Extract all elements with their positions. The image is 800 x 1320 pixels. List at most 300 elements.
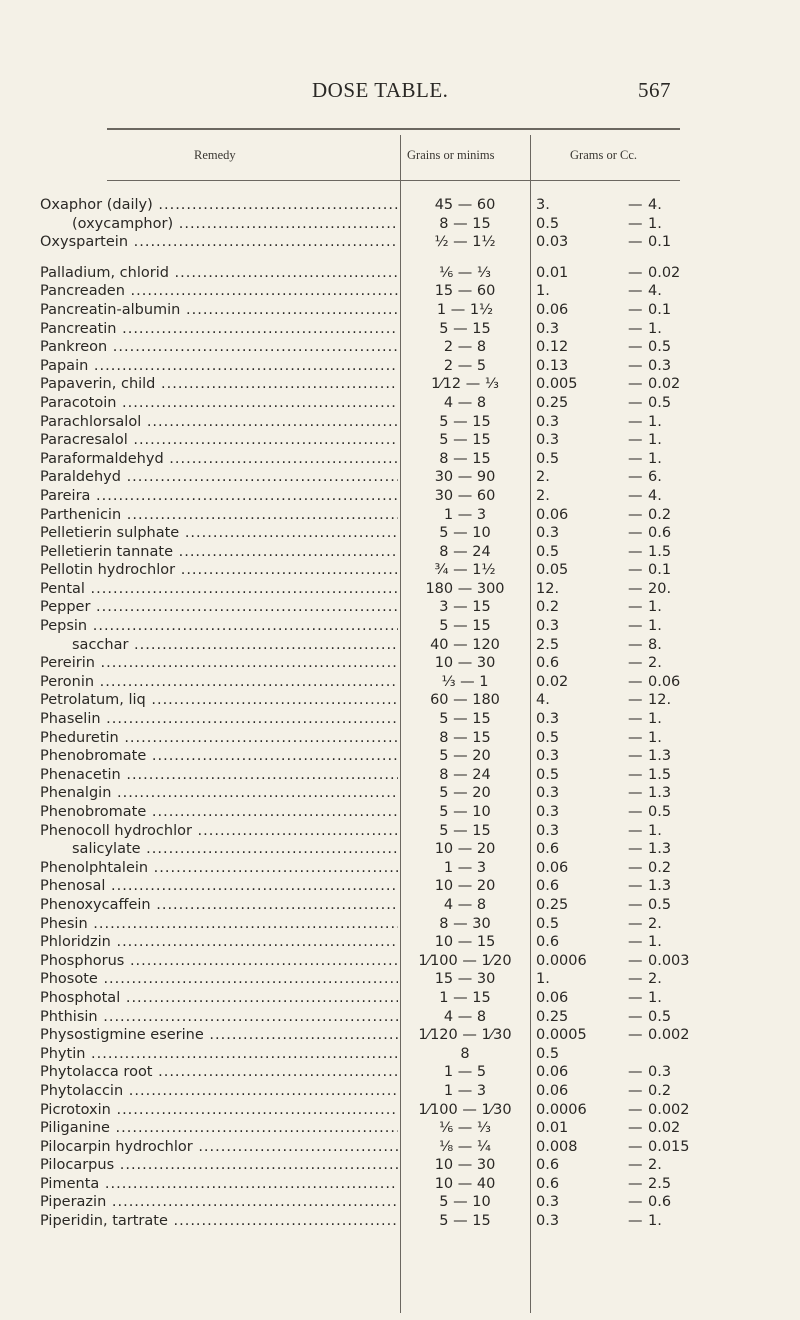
remedy-name: Pelletierin tannate ..... [40,543,398,562]
grams-min: 1. [536,283,550,300]
grains-dose: 4 — 8 [443,1008,487,1025]
remedy-name: Pereirin ..... [40,654,398,673]
grains-dose: 8 — 24 [439,543,491,560]
grams-max: 0.002 [648,1101,690,1118]
table-row [0,413,800,432]
table-row [0,673,800,692]
table-row [0,301,800,320]
range-dash: — [628,413,643,430]
grams-min: 0.5 [536,915,560,932]
grams-min: 0.6 [536,841,560,858]
grams-min: 0.5 [536,729,560,746]
grains-dose: ⅙ — ⅓ [439,1120,491,1137]
remedy-name: Phthisin ..... [40,1008,398,1027]
grams-max: 12. [648,692,672,709]
grams-min: 0.25 [536,1008,569,1025]
grams-min: 0.3 [536,785,560,802]
range-dash: — [628,822,643,839]
grams-min: 0.06 [536,989,569,1006]
grams-max: 0.2 [648,506,672,523]
grains-dose: 4 — 8 [443,896,487,913]
table-row [0,431,800,450]
column-header-grams: Grams or Cc. [570,148,637,162]
running-head: DOSE TABLE. [312,78,449,102]
grains-dose: 5 — 15 [439,432,491,449]
grains-dose: 1 — 15 [439,989,491,1006]
grains-dose: ¾ — 1½ [434,562,496,579]
grains-dose: 60 — 180 [430,692,500,709]
grams-max: 0.6 [648,525,672,542]
table-row [0,524,800,543]
grams-max: 0.015 [648,1138,690,1155]
table-row [0,282,800,301]
table-row [0,989,800,1008]
grains-dose: 1⁄120 — 1⁄30 [418,1027,512,1044]
grams-max: 0.5 [648,804,672,820]
table-row [0,859,800,878]
table-row [0,215,800,234]
remedy-name: Pancreatin ..... [40,320,398,339]
grains-dose: ⅙ — ⅓ [439,264,491,281]
range-dash: — [628,339,643,356]
remedy-name: Phenoxycaffein ..... [40,896,398,915]
grams-min: 0.06 [536,301,569,318]
grains-dose: 5 — 20 [439,785,491,802]
grams-min: 0.25 [536,896,569,913]
remedy-name: Physostigmine eserine ..... [40,1026,398,1045]
table-row [0,1212,800,1231]
range-dash: — [628,283,643,300]
grams-max: 0.02 [648,1120,681,1137]
grams-min: 3. [536,197,550,213]
remedy-name: Pimenta ..... [40,1175,398,1194]
remedy-name: (oxycamphor) ..... [72,215,398,234]
grains-dose: 40 — 120 [430,636,500,653]
table-row [0,580,800,599]
grams-min: 0.3 [536,1194,560,1211]
table-row [0,822,800,841]
range-dash: — [628,580,643,597]
grams-min: 0.6 [536,934,560,951]
remedy-name: Pellotin hydrochlor ..... [40,561,398,580]
range-dash: — [628,971,643,988]
table-row [0,784,800,803]
remedy-name: Pental ..... [40,580,398,599]
grains-dose: 10 — 30 [434,655,496,672]
dose-table-body [0,196,800,1231]
grams-min: 0.02 [536,673,569,690]
grams-max: 1. [648,822,662,839]
remedy-name: Pilocarpus ..... [40,1156,398,1175]
grams-min: 0.3 [536,822,560,839]
range-dash: — [628,841,643,858]
grains-dose: 45 — 60 [434,197,496,213]
grams-max: 1.5 [648,543,672,560]
grams-max: 1.3 [648,785,672,802]
remedy-name: Phosphorus ..... [40,952,398,971]
grains-dose: ½ — 1½ [434,234,496,251]
range-dash: — [628,859,643,876]
range-dash: — [628,487,643,504]
grams-max: 1. [648,934,662,951]
grams-max: 1. [648,413,662,430]
grams-max: 2. [648,915,662,932]
table-row [0,394,800,413]
remedy-name: Phaselin ..... [40,710,398,729]
range-dash: — [628,618,643,635]
grams-max: 4. [648,197,662,213]
top-rule [107,128,680,130]
grams-max: 0.1 [648,562,672,579]
remedy-name: Phenobromate ..... [40,747,398,766]
grams-max: 1. [648,450,662,467]
grains-dose: 5 — 10 [439,1194,491,1211]
range-dash: — [628,748,643,765]
grams-max: 1.3 [648,748,672,765]
remedy-name: Pelletierin sulphate ..... [40,524,398,543]
remedy-name: Pepper ..... [40,598,398,617]
remedy-name: Phytolacca root ..... [40,1063,398,1082]
table-row [0,1156,800,1175]
grams-min: 0.0005 [536,1027,587,1044]
table-row [0,803,800,822]
grams-min: 12. [536,580,560,597]
table-row [0,1082,800,1101]
remedy-name: Piliganine ..... [40,1119,398,1138]
remedy-name: Peronin ..... [40,673,398,692]
table-row [0,196,800,215]
grains-dose: 5 — 15 [439,711,491,728]
grams-min: 0.0006 [536,1101,587,1118]
table-row [0,375,800,394]
table-row [0,1175,800,1194]
grams-min: 0.06 [536,1064,569,1081]
table-row [0,506,800,525]
grams-min: 0.13 [536,357,569,374]
grams-min: 2.5 [536,636,560,653]
grains-dose: 10 — 30 [434,1157,496,1174]
grams-min: 0.5 [536,1045,560,1062]
grams-max: 0.3 [648,357,672,374]
range-dash: — [628,952,643,969]
remedy-name: Palladium, chlorid ..... [40,264,398,283]
grams-max: 1. [648,729,662,746]
grams-min: 0.3 [536,320,560,337]
grams-max: 0.5 [648,394,672,411]
grams-min: 0.2 [536,599,560,616]
range-dash: — [628,599,643,616]
table-row [0,636,800,655]
table-row [0,233,800,252]
remedy-name: Pancreaden ..... [40,282,398,301]
table-row [0,1026,800,1045]
grams-max: 0.1 [648,234,672,251]
page-header [0,78,800,104]
table-row [0,691,800,710]
range-dash: — [628,543,643,560]
grams-max: 1. [648,215,662,232]
grams-min: 2. [536,487,550,504]
grains-dose: 1⁄100 — 1⁄20 [418,952,512,969]
range-dash: — [628,376,643,393]
range-dash: — [628,1082,643,1099]
grains-dose: 8 — 24 [439,766,491,783]
remedy-name: Papaverin, child ..... [40,375,398,394]
table-row [0,1119,800,1138]
table-row [0,729,800,748]
remedy-name: Piperidin, tartrate ..... [40,1212,398,1231]
grams-min: 0.5 [536,543,560,560]
header-rule [107,180,680,181]
grams-min: 0.5 [536,215,560,232]
grams-min: 0.3 [536,748,560,765]
grains-dose: 1 — 3 [443,506,487,523]
grams-min: 0.3 [536,1213,560,1230]
remedy-name: Phloridzin ..... [40,933,398,952]
remedy-name: Phytolaccin ..... [40,1082,398,1101]
range-dash: — [628,692,643,709]
grains-dose: 5 — 15 [439,1213,491,1230]
remedy-name: Oxaphor (daily) ..... [40,196,398,215]
grains-dose: 1⁄12 — ⅓ [431,376,499,393]
range-dash: — [628,804,643,820]
table-row [0,710,800,729]
grams-max: 20. [648,580,672,597]
range-dash: — [628,636,643,653]
grams-min: 0.06 [536,1082,569,1099]
table-row [0,598,800,617]
grams-max: 0.1 [648,301,672,318]
grains-dose: 10 — 40 [434,1175,496,1192]
grams-max: 0.2 [648,859,672,876]
remedy-name: Phenacetin ..... [40,766,398,785]
grams-max: 2. [648,1157,662,1174]
remedy-name: Paraldehyd ..... [40,468,398,487]
grams-max: 0.02 [648,376,681,393]
remedy-name: sacchar ..... [72,636,398,655]
grains-dose: 15 — 30 [434,971,496,988]
table-row [0,766,800,785]
grams-max: 1. [648,432,662,449]
grains-dose: 5 — 15 [439,413,491,430]
column-header-grains: Grains or minims [407,148,495,162]
grains-dose: 8 — 15 [439,215,491,232]
grams-max: 4. [648,487,662,504]
grains-dose: 15 — 60 [434,283,496,300]
remedy-name: Paraformaldehyd ..... [40,450,398,469]
grains-dose: 30 — 90 [434,469,496,486]
remedy-name: Phenolphtalein ..... [40,859,398,878]
table-row [0,450,800,469]
grams-min: 4. [536,692,550,709]
column-header-remedy: Remedy [194,148,236,162]
range-dash: — [628,1157,643,1174]
table-row [0,1063,800,1082]
table-row [0,264,800,283]
table-row [0,561,800,580]
grains-dose: 1 — 3 [443,1082,487,1099]
range-dash: — [628,450,643,467]
grams-max: 1. [648,618,662,635]
range-dash: — [628,469,643,486]
table-row [0,617,800,636]
remedy-name: Paracotoin ..... [40,394,398,413]
range-dash: — [628,215,643,232]
table-row [0,1101,800,1120]
grams-max: 1. [648,711,662,728]
grains-dose: 5 — 10 [439,804,491,820]
grams-min: 0.5 [536,450,560,467]
grams-min: 0.6 [536,878,560,895]
range-dash: — [628,1175,643,1192]
table-row [0,933,800,952]
remedy-name: Papain ..... [40,357,398,376]
remedy-name: Pilocarpin hydrochlor ..... [40,1138,398,1157]
grains-dose: 10 — 15 [434,934,496,951]
grams-max: 2. [648,655,662,672]
grams-min: 0.3 [536,525,560,542]
grams-max: 2.5 [648,1175,672,1192]
grains-dose: 5 — 20 [439,748,491,765]
remedy-name: Oxyspartein ..... [40,233,398,252]
table-row [0,1008,800,1027]
range-dash: — [628,264,643,281]
grains-dose: 8 — 15 [439,450,491,467]
remedy-name: Phenalgin ..... [40,784,398,803]
grams-max: 1. [648,1213,662,1230]
grams-max: 1.5 [648,766,672,783]
grams-min: 0.06 [536,506,569,523]
range-dash: — [628,878,643,895]
remedy-name: Phenosal ..... [40,877,398,896]
grains-dose: 1 — 1½ [436,301,494,318]
grams-min: 0.0006 [536,952,587,969]
table-row [0,877,800,896]
grains-dose: 5 — 10 [439,525,491,542]
grains-dose: 1 — 5 [443,1064,487,1081]
range-dash: — [628,711,643,728]
grams-max: 1. [648,599,662,616]
remedy-name: Phosote ..... [40,970,398,989]
remedy-name: Piperazin ..... [40,1193,398,1212]
grains-dose: ⅓ — 1 [441,673,489,690]
table-row [0,543,800,562]
remedy-name: Phenocoll hydrochlor ..... [40,822,398,841]
range-dash: — [628,197,643,213]
range-dash: — [628,1101,643,1118]
grams-max: 0.2 [648,1082,672,1099]
grams-min: 0.06 [536,859,569,876]
remedy-name: Phosphotal ..... [40,989,398,1008]
grams-min: 0.6 [536,1157,560,1174]
remedy-name: Parthenicin ..... [40,506,398,525]
grams-min: 1. [536,971,550,988]
remedy-name: Parachlorsalol ..... [40,413,398,432]
range-dash: — [628,766,643,783]
remedy-name: salicylate ..... [72,840,398,859]
range-dash: — [628,655,643,672]
table-row [0,357,800,376]
grams-min: 0.3 [536,804,560,820]
grams-min: 0.01 [536,1120,569,1137]
grams-min: 0.5 [536,766,560,783]
range-dash: — [628,1138,643,1155]
table-row [0,468,800,487]
grains-dose: 5 — 15 [439,822,491,839]
table-row [0,1138,800,1157]
range-dash: — [628,1120,643,1137]
range-dash: — [628,1008,643,1025]
page-number: 567 [638,78,671,102]
range-dash: — [628,785,643,802]
grams-max: 0.06 [648,673,681,690]
range-dash: — [628,989,643,1006]
grains-dose: ⅛ — ¼ [439,1138,491,1155]
remedy-name: Phesin ..... [40,915,398,934]
table-row [0,654,800,673]
range-dash: — [628,1027,643,1044]
remedy-name: Phenobromate ..... [40,803,398,822]
range-dash: — [628,1064,643,1081]
range-dash: — [628,915,643,932]
table-row [0,952,800,971]
remedy-name: Pepsin ..... [40,617,398,636]
remedy-name: Phytin ..... [40,1045,398,1064]
grains-dose: 8 [460,1045,470,1062]
grains-dose: 2 — 5 [443,357,487,374]
grams-min: 0.3 [536,432,560,449]
remedy-name: Pancreatin-albumin ..... [40,301,398,320]
grains-dose: 10 — 20 [434,841,496,858]
grams-max: 4. [648,283,662,300]
grams-max: 0.5 [648,896,672,913]
table-row [0,487,800,506]
grams-min: 0.3 [536,711,560,728]
grams-max: 8. [648,636,662,653]
remedy-name: Petrolatum, liq ..... [40,691,398,710]
range-dash: — [628,562,643,579]
remedy-name: Paracresalol ..... [40,431,398,450]
grains-dose: 2 — 8 [443,339,487,356]
table-row [0,320,800,339]
range-dash: — [628,234,643,251]
grams-max: 0.002 [648,1027,690,1044]
table-row [0,747,800,766]
table-row [0,896,800,915]
grains-dose: 5 — 15 [439,618,491,635]
grams-min: 0.25 [536,394,569,411]
range-dash: — [628,525,643,542]
range-dash: — [628,357,643,374]
range-dash: — [628,896,643,913]
grams-max: 1.3 [648,878,672,895]
grains-dose: 1⁄100 — 1⁄30 [418,1101,512,1118]
grams-min: 0.008 [536,1138,578,1155]
remedy-name: Pareira ..... [40,487,398,506]
grams-max: 0.5 [648,1008,672,1025]
remedy-name: Picrotoxin ..... [40,1101,398,1120]
table-row [0,970,800,989]
grams-min: 2. [536,469,550,486]
grams-min: 0.6 [536,655,560,672]
grains-dose: 30 — 60 [434,487,496,504]
grams-max: 0.02 [648,264,681,281]
grams-max: 0.5 [648,339,672,356]
grains-dose: 3 — 15 [439,599,491,616]
table-row [0,338,800,357]
range-dash: — [628,432,643,449]
table-row [0,1193,800,1212]
